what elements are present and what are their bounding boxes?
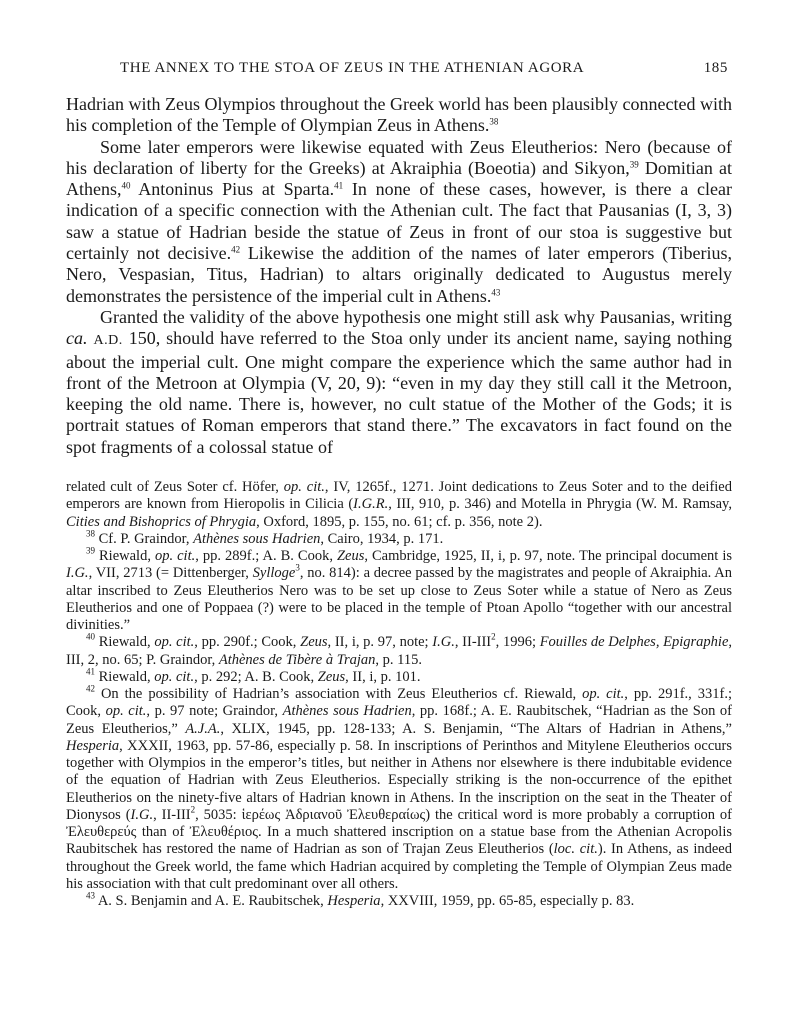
paragraph-1: Hadrian with Zeus Olympios throughout the Greek world has been plausibly connected with his completion of the Temple of Olympian Zeus in Athens.$^{38}$ [66,94,732,136]
paragraph-3: Granted the validity of the above hypothesis one might still ask why Pausanias, writing ca. A.D. 150, should have referred to the Stoa only under its ancient name, saying nothing about the imperial cult. One might compare the experience which the same author had in front of the Metroon at Olympia (V, 20, 9): “even in my day they still call it the Metroon, keeping the old name. There is, however, no cult statue of the Mother of the Gods; it is portrait statues of Roman emperors that stand there.” The excavators in fact found on the spot fragments of a colossal statue of [66,306,733,457]
footnote-ref-42: 42 [231,244,241,255]
page-number: 185 [703,60,728,76]
footnote-ref-43: 43 [491,286,501,297]
running-head [66,60,732,84]
paragraph-2: Some later emperors were likewise equated with Zeus Eleutherios: Nero (because of his declaration of liberty for the Greeks) at Akraiphia (Boeotia) and Sikyon,$^{39}$ Domitian at Athens,$^{40}$ Antoninus Pius at Sparta.$^{41}$ In none of these cases, however, is there a clear indication of a specific connection with the Athenian cult. The fact that Pausanias (I, 3, 3) saw a statue of Hadrian beside the statue of Zeus in front of our stoa is suggestive but certainly not decisive.$^{42}$ Likewise the addition of the names of later emperors (Tiberius, Nero, Vespasian, Titus, Hadrian) to altars originally dedicated to Augustus merely demonstrates the persistence of the imperial cult in Athens.$^{43}$ [66,136,733,306]
body-text [66,94,732,458]
footnote-ref-41: 41 [334,180,344,191]
footnote-40: $^{40}$ Riewald, op. cit., pp. 290f.; Cook, Zeus, II, i, p. 97, note; I.G., II-III$^2$, 1996; Fouilles de Delphes, Epigraphie, III, 2, no. 65; P. Graindor, Athènes de Tibère à Trajan, p. 115. [66,631,733,668]
running-title: THE ANNEX TO THE STOA OF ZEUS IN THE ATHENIAN AGORA [120,60,585,76]
page [66,60,732,910]
footnote-ref-39: 39 [629,159,639,170]
footnote-continuation: related cult of Zeus Soter cf. Höfer, op. cit., IV, 1265f., 1271. Joint dedications to Zeus Soter and to the deified emperors are known from Hieropolis in Cilicia (I.G.R., III, 910, p. 346) and Motella in Phrygia (W. M. Ramsay, Cities and Bishoprics of Phrygia, Oxford, 1895, p. 155, no. 61; cf. p. 356, note 2). [66,479,732,530]
footnote-ref-40: 40 [121,180,131,191]
footnotes [66,479,732,910]
footnote-43: $^{43}$ A. S. Benjamin and A. E. Raubitschek, Hesperia, XXVIII, 1959, pp. 65-85, especially p. 83. [86,890,635,910]
footnote-ref-38: 38 [489,116,499,127]
greek-text: Ἐλευθερεύς [66,824,137,841]
footnote-41: $^{41}$ Riewald, op. cit., p. 292; A. B. Cook, Zeus, II, i, p. 101. [86,666,421,685]
greek-text: ἱερέως Ἀδριανοῦ Ἐλευθεραίως [241,806,426,823]
greek-text: Ἐλευθέριος [189,824,258,841]
footnote-42: $^{42}$ On the possibility of Hadrian’s association with Zeus Eleutherios cf. Riewald, op. cit., pp. 291f., 331f.; Cook, op. cit., p. 97 note; Graindor, Athènes sous Hadrien, pp. 168f.; A. E. Raubitschek, “Hadrian as the Son of Zeus Eleutherios,” A.J.A., XLIX, 1945, pp. 128-133; A. S. Benjamin, “The Altars of Hadrian in Athens,” Hesperia, XXXII, 1963, pp. 57-86, especially p. 58. In inscriptions of Perinthos and Mitylene Eleutherios occurs together with Olympios in the emperor’s titles, but neither in Athens nor elsewhere is there indubitable evidence of the equation of Hadrian with Zeus Eleutherios. Especially striking is the non-occurrence of the epithet Eleutherios on the ninety-five altars of Hadrian known in Athens. In the inscription on the seat in the Theater of Dionysos (I.G., II-III$^2$, 5035: ἱερέως Ἀδριανοῦ Ἐλευθεραίως) the critical word is more probably a corruption of Ἐλευθερεύς than of Ἐλευθέριος. In a much shattered inscription on a statue base from the Athenian Acropolis Raubitschek has restored the name of Hadrian as son of Trajan Zeus Eleutherios (loc. cit.). In Athens, as indeed throughout the Greek world, the fame which Hadrian acquired by completing the Temple of Olympian Zeus made his association with that cult predominant over all others. [66,683,732,892]
footnote-39: $^{39}$ Riewald, op. cit., pp. 289f.; A. B. Cook, Zeus, Cambridge, 1925, II, i, p. 97, note. The principal document is I.G., VII, 2713 (= Dittenberger, Sylloge$^3$, no. 814): a decree passed by the magistrates and people of Akraiphia. An altar inscribed to Zeus Eleutherios Nero was to be set up close to Zeus Soter while a statue of Nero as Zeus Eleutherios and one of Poppaea (?) were to be placed in the temple of Ptoan Apollo “together with our ancestral divinities.” [66,545,733,634]
footnote-38: $^{38}$ Cf. P. Graindor, Athènes sous Hadrien, Cairo, 1934, p. 171. [86,528,444,547]
